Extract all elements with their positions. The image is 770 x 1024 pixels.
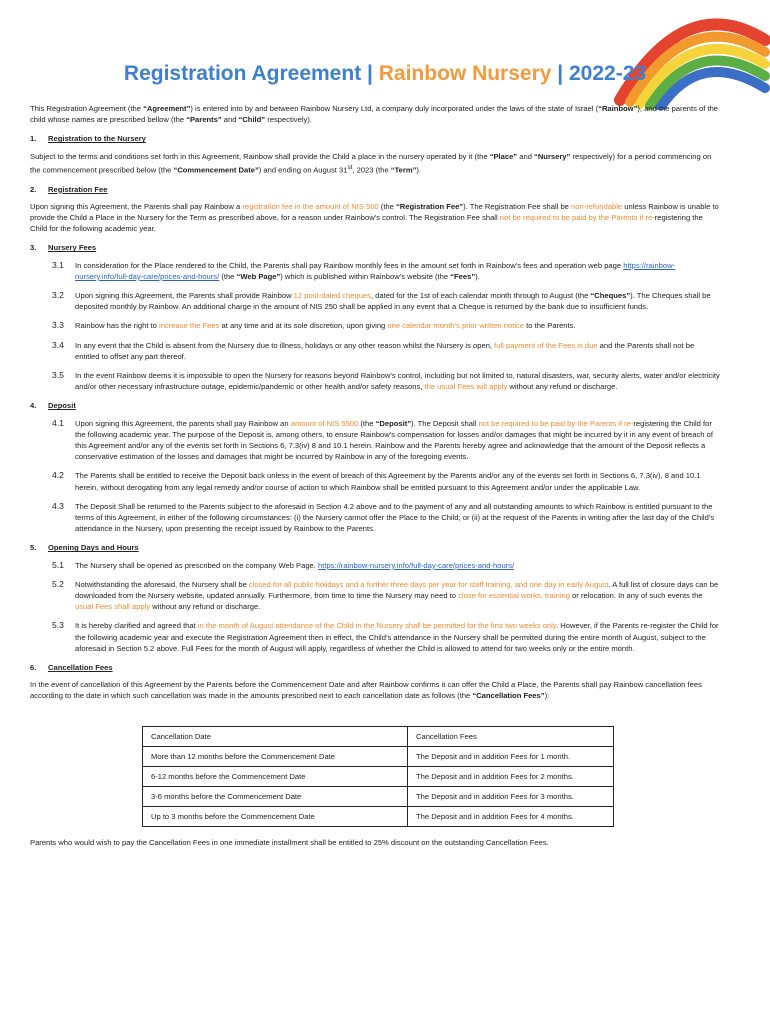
intro-paragraph: This Registration Agreement (the “Agreement”) is entered into by and between Rainbow Nursery Ltd, a company duly incorporated under the laws of the state of Israel (“Rainbow”), and the parents of the child whose names are prescribed bellow (the “Parents” and “Child” respectively). bbox=[30, 104, 719, 125]
section-2-text: Upon signing this Agreement, the Parents shall pay Rainbow a registration fee in the amount of NIS 500 (the “Registration Fee”). The Registration Fee shall be non-refundable unless Rainbow is unable to provide the Child a Place in the Nursery for the Term as prescribed above, for a reason under Rainbow’s control. The Registration Fee shall not be required to be paid by the Parents if re-registering the Child for the following academic year. bbox=[30, 201, 719, 234]
section-3-heading: 3. Nursery Fees bbox=[30, 243, 97, 253]
section-4-heading: 4. Deposit bbox=[30, 401, 76, 411]
clause-5-2: 5.2 Notwithstanding the aforesaid, the Nursery shall be closed for all public holidays and a further three days per year for staff training, and one day in early August. A full list of closure days can be downloaded from the Nursery website, updated annually. Furthermore, from time to time the Nursery may need to close for essential works, training or relocation. In any of such events the usual Fees shall apply without any refund or discharge. bbox=[52, 578, 719, 612]
table-cell: More than 12 months before the Commencement Date bbox=[143, 746, 408, 766]
clause-3-5: 3.5 In the event Rainbow deems it is impossible to open the Nursery for reasons beyond Rainbow’s control, including but not limited to, natural disasters, war, security alerts, water and/or electricity and/or other necessary infrastructure outage, epidemic/pandemic or other health and/or safety reasons, the usual Fees will apply without any refund or discharge. bbox=[52, 369, 720, 392]
page-title: Registration Agreement | Rainbow Nursery | 2022-23 bbox=[123, 62, 647, 85]
section-1-text: Subject to the terms and conditions set forth in this Agreement, Rainbow shall provide the Child a place in the nursery operated by it (the “Place” and “Nursery” respectively) for a period commencing on the commencement prescribed below (the “Commencement Date”) and ending on August 31st, 2023 (the “Term”). bbox=[30, 151, 712, 175]
table-row bbox=[143, 806, 614, 826]
section-2-heading: 2. Registration Fee bbox=[30, 184, 108, 194]
agreement-body bbox=[30, 103, 720, 856]
opening-hours-link[interactable]: https://rainbow-nursery.info/full-day-care/prices-and-hours/ bbox=[318, 560, 515, 570]
section-1-heading: 1. Registration to the Nursery bbox=[30, 134, 146, 144]
table-cell: The Deposit and in addition Fees for 1 month. bbox=[408, 746, 614, 766]
clause-3-2: 3.2 Upon signing this Agreement, the Parents shall provide Rainbow 12 post-dated cheques, dated for the 1st of each calendar month through to August (the “Cheques”). The Cheques shall be deposited monthly by Rainbow. An additional charge in the amount of NIS 250 shall be applied in any event that a Cheque is returned by the bank due to insufficient funds. bbox=[52, 289, 711, 312]
table-cell: 6-12 months before the Commencement Date bbox=[143, 766, 408, 786]
table-row bbox=[143, 786, 614, 806]
table-row bbox=[143, 766, 614, 786]
cancellation-fees-table bbox=[142, 726, 614, 827]
clause-4-1: 4.1 Upon signing this Agreement, the parents shall pay Rainbow an amount of NIS 5500 (the “Deposit”). The Deposit shall not be required to be paid by the Parents if re-registering the Child for the following academic year. The purpose of the Deposit is, among others, to ensure Rainbow’s compensation for losses and/or damages that might be incurred by it in any event of breach of this Agreement and/or any of the events set forth in Sections 6, 7.3(iv) 8 and 10.1 herein. Rainbow and the Parents hereby agree and acknowledge that the amount of the Deposit reflects a conservative estimation of the losses and damages that might be incurred by Rainbow in any of the foregoing events. bbox=[52, 417, 713, 462]
table-cell: 3-6 months before the Commencement Date bbox=[143, 786, 408, 806]
table-cell: The Deposit and in addition Fees for 2 months. bbox=[408, 766, 614, 786]
table-row bbox=[143, 746, 614, 766]
clause-5-1: 5.1 The Nursery shall be opened as prescribed on the company Web Page. https://rainbow-nursery.info/full-day-care/prices-and-hours/ bbox=[52, 559, 515, 570]
table-header-row bbox=[143, 726, 614, 746]
clause-4-3: 4.3 The Deposit Shall be returned to the Parents subject to the aforesaid in Section 4.2 above and to the payment of any and all outstanding amounts to which Rainbow is entitled pursuant to the terms of this Agreement, in either of the following circumstances: (i) the Nursery cannot offer the Place to the Child; or (ii) at the request of the Parents in writing after the last day of the Child’s attendance in the Nursery, upon presenting the receipt issued by Rainbow to the Parents. bbox=[52, 500, 715, 534]
clause-4-2: 4.2 The Parents shall be entitled to receive the Deposit back unless in the event of breach of this Agreement by the Parents and/or any of the events set forth in Sections 6, 7.3(iv), 8 and 10.1 herein, without derogating from any legal remedy and/or course of action to which Rainbow shall be entitled pursuant to this Agreement and/or under the applicable Law. bbox=[52, 470, 701, 492]
clause-3-1: 3.1 In consideration for the Place rendered to the Child, the Parents shall pay Rainbow monthly fees in the amount set forth in Rainbow’s fees and operation web page https://rainbow-nursery.info/full-day-care/prices-and-hours/ (the “Web Page”) which is published within Rainbow’s website (the “Fees”). bbox=[52, 259, 676, 281]
clause-5-3: 5.3 It is hereby clarified and agreed that in the month of August attendance of the Child in the Nursery shall be permitted for the first two weeks only. However, if the Parents re-register the Child for the following academic year and execute the Registration Agreement then in effect, the Child’s attendance in the Nursery shall be permitted during the entire month of August, subject to the aforesaid in Section 5.2 above. Full Fees for the month of August will apply, regardless of whether the Child is allowed to attend for two weeks only or the entire month. bbox=[52, 620, 719, 653]
table-cell: The Deposit and in addition Fees for 3 months. bbox=[408, 786, 614, 806]
cancellation-discount-note: Parents who would wish to pay the Cancellation Fees in one immediate installment shall be entitled to 25% discount on the outstanding Cancellation Fees. bbox=[30, 837, 549, 847]
table-header-cell: Cancellation Fees bbox=[408, 726, 614, 746]
rainbow-icon bbox=[600, 0, 770, 110]
clause-3-3: 3.3 Rainbow has the right to increase the Fees at any time and at its sole discretion, upon giving one calendar month’s prior written notice to the Parents. bbox=[52, 320, 576, 331]
table-cell: Up to 3 months before the Commencement Date bbox=[143, 806, 408, 826]
section-6-heading: 6. Cancellation Fees bbox=[30, 663, 113, 673]
prices-hours-link[interactable]: https://rainbow-nursery.info/full-day-care/prices-and-hours/ bbox=[75, 260, 676, 281]
table-header-cell: Cancellation Date bbox=[143, 726, 408, 746]
section-6-text: In the event of cancellation of this Agreement by the Parents before the Commencement Date and after Rainbow confirms it can offer the Child a Place, the Parents shall pay Rainbow cancellation fees according to the date in which such cancellation was made in the amounts prescribed next to each cancellation date as follows (the “Cancellation Fees”): bbox=[30, 680, 702, 701]
clause-3-4: 3.4 In any event that the Child is absent from the Nursery due to illness, holidays or any other reason whilst the Nursery is open, full payment of the Fees is due and the Parents shall not be entitled to offset any part thereof. bbox=[52, 339, 695, 361]
table-cell: The Deposit and in addition Fees for 4 months. bbox=[408, 806, 614, 826]
section-5-heading: 5. Opening Days and Hours bbox=[30, 543, 139, 553]
